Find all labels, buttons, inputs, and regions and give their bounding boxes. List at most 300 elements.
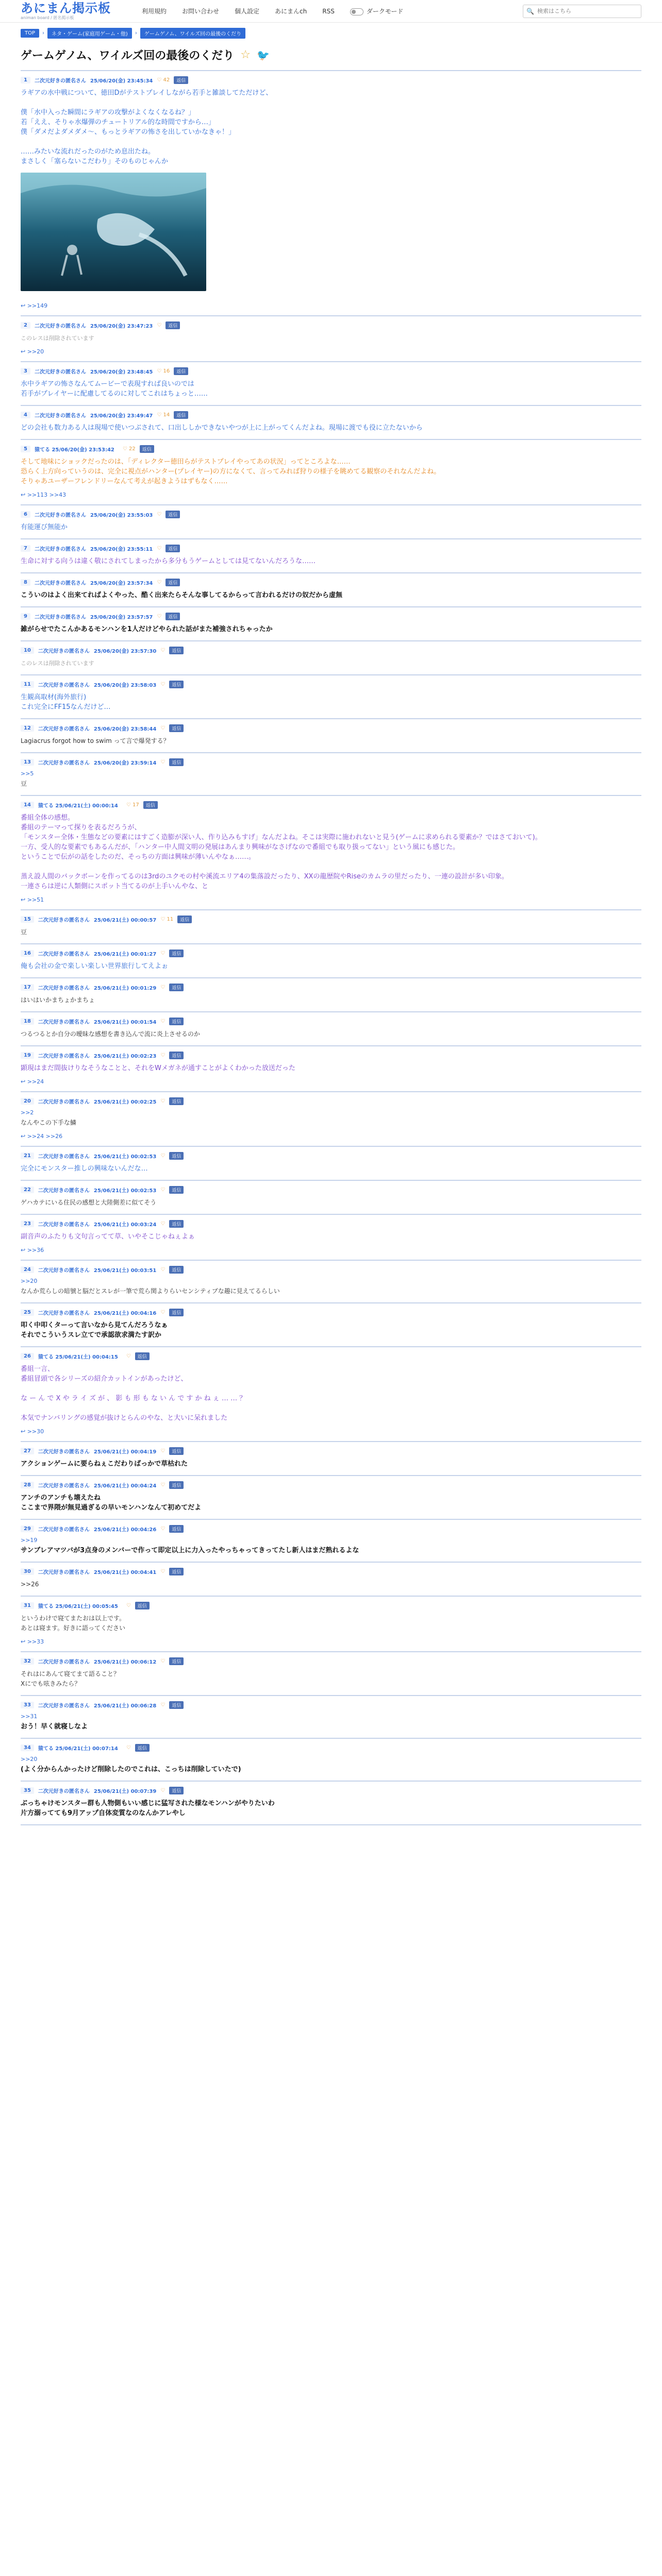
post — [21, 539, 641, 573]
post-date: 25/06/21(土) 00:02:53 — [93, 1188, 157, 1194]
replies-link[interactable] — [21, 492, 641, 498]
post — [21, 1147, 641, 1181]
post-number[interactable]: 17 — [21, 984, 34, 991]
heart-icon: ♡ — [157, 412, 162, 418]
replies-link-text: >>33 — [27, 1638, 44, 1645]
post-body: 副音声のふたりも文句言ってて草、いやそこじゃねぇよぁ — [21, 1233, 195, 1241]
post — [21, 675, 641, 719]
post — [21, 1597, 641, 1652]
post — [21, 1782, 641, 1825]
reply-button[interactable]: 返信 — [177, 916, 192, 923]
reply-arrow-icon: ↩ — [21, 1247, 26, 1253]
reply-arrow-icon: ↩ — [21, 1638, 26, 1645]
replies-link[interactable] — [21, 302, 641, 309]
heart-icon: ♡ — [157, 323, 162, 328]
post — [21, 1012, 641, 1046]
heart-icon: ♡ — [157, 614, 162, 619]
heart-icon: ♡ — [160, 1788, 166, 1793]
post-number[interactable]: 15 — [21, 916, 34, 923]
replies-link[interactable] — [21, 1078, 641, 1085]
post-date: 25/06/20(金) 23:58:03 — [93, 683, 157, 688]
post — [21, 1520, 641, 1563]
reply-button[interactable]: 返信 — [169, 1525, 184, 1533]
like-count[interactable] — [160, 1187, 165, 1193]
poster-name: 二次元好きの匿名さん — [38, 1449, 90, 1455]
reply-button[interactable]: 返信 — [169, 1052, 184, 1059]
replies-link[interactable] — [21, 1428, 641, 1435]
post-list — [21, 71, 641, 1825]
post-number[interactable]: 4 — [21, 412, 30, 418]
post-date: 25/06/21(土) 00:02:25 — [93, 1099, 157, 1105]
post-number[interactable]: 35 — [21, 1787, 34, 1794]
post-body: 雑がらせでたこんかあるモンハンを1人だけどやられた話がまた補強されちゃったか — [21, 625, 273, 633]
poster-name: 二次元好きの匿名さん — [38, 918, 90, 923]
replies-link-text: >>149 — [27, 302, 48, 309]
reply-button[interactable]: 返信 — [169, 1018, 184, 1025]
poster-name: 二次元好きの匿名さん — [38, 1703, 90, 1709]
post-meta — [21, 1525, 641, 1533]
heart-icon: ♡ — [160, 951, 166, 956]
like-count[interactable] — [160, 1098, 165, 1104]
anchor-link[interactable]: >>31 — [21, 1713, 38, 1720]
post-number[interactable]: 13 — [21, 759, 34, 766]
like-count[interactable] — [157, 614, 161, 619]
reply-button[interactable]: 返信 — [169, 1447, 184, 1455]
post — [21, 71, 641, 316]
reply-button[interactable]: 返信 — [169, 724, 184, 732]
poster-name: 二次元好きの匿名さん — [34, 547, 86, 552]
post-date: 25/06/21(土) 00:06:28 — [93, 1703, 157, 1709]
like-count[interactable] — [126, 1745, 131, 1751]
reply-arrow-icon: ↩ — [21, 302, 26, 309]
breadcrumb-category[interactable]: ネタ・ゲーム(家庭用ゲーム・他) — [47, 28, 132, 39]
heart-icon: ♡ — [157, 512, 162, 517]
poster-name: 二次元好きの匿名さん — [38, 1020, 90, 1025]
post-date: 25/06/21(土) 00:02:53 — [93, 1154, 157, 1160]
nav-contact[interactable]: お問い合わせ — [182, 8, 220, 15]
reply-button[interactable]: 返信 — [174, 411, 188, 419]
post-number[interactable]: 27 — [21, 1448, 34, 1454]
reply-button[interactable]: 返信 — [135, 1744, 150, 1752]
post-date: 25/06/21(土) 00:04:24 — [93, 1483, 157, 1489]
post-date: 25/06/21(土) 00:01:27 — [93, 952, 157, 957]
nav-animanch[interactable]: あにまんch — [275, 8, 307, 15]
like-count[interactable] — [160, 1448, 165, 1454]
post-meta — [21, 1744, 641, 1752]
replies-link[interactable] — [21, 896, 641, 903]
reply-button[interactable]: 返信 — [140, 445, 154, 453]
post-meta — [21, 76, 641, 84]
replies-link-text: >>30 — [27, 1428, 44, 1435]
post-number[interactable]: 16 — [21, 950, 34, 957]
post-number[interactable]: 21 — [21, 1153, 34, 1159]
heart-icon: ♡ — [160, 759, 166, 765]
poster-name: 二次元好きの匿名さん — [38, 1527, 90, 1533]
anchor-link[interactable]: >>2 — [21, 1109, 34, 1116]
post-number[interactable]: 5 — [21, 446, 30, 452]
like-count[interactable] — [160, 1482, 165, 1488]
post-meta — [21, 1052, 641, 1059]
reply-button[interactable]: 返信 — [169, 950, 184, 957]
like-count[interactable] — [157, 412, 170, 418]
breadcrumb-separator: › — [42, 30, 45, 36]
like-count[interactable] — [160, 682, 165, 687]
post-number[interactable]: 18 — [21, 1018, 34, 1025]
post-meta — [21, 724, 641, 732]
post-meta — [21, 801, 641, 809]
post-meta — [21, 613, 641, 620]
post — [21, 796, 641, 910]
reply-button[interactable]: 返信 — [169, 1657, 184, 1665]
post — [21, 719, 641, 753]
like-count[interactable] — [160, 1153, 165, 1159]
poster-name: 二次元好きの匿名さん — [34, 369, 86, 375]
post — [21, 1739, 641, 1782]
poster-name: 猿てる 25/06/20(金) 23:53:42 — [34, 447, 114, 453]
replies-link[interactable] — [21, 1247, 641, 1253]
post-body: ラギアの水中戦について、徳田Dがテストプレイしながら若手と雑談してただけど、 僕「水中入った瞬間にラギアの攻撃がよくなくなるね？」 若「ええ、そりゃ水爆弾のチュートリアル的な時間ですから…」 僕「ダメだよダメダメ〜、もっとラギアの怖さを出していかなきゃ！」 ……みたいな流れだったのがため息出たね。 まさしく「塞らないこだわり」そのものじゃんか — [21, 89, 273, 165]
like-count[interactable] — [160, 951, 165, 956]
post-number[interactable]: 26 — [21, 1353, 34, 1360]
post — [21, 1476, 641, 1520]
post-meta — [21, 411, 641, 419]
like-count[interactable] — [126, 1353, 131, 1359]
poster-name: 二次元好きの匿名さん — [38, 1483, 90, 1489]
post — [21, 1303, 641, 1347]
breadcrumb-thread[interactable]: ゲームゲノム、ワイルズ回の最後のくだり — [140, 28, 245, 39]
post-meta — [21, 545, 641, 552]
top-nav — [142, 7, 403, 15]
poster-name: 二次元好きの匿名さん — [38, 1789, 90, 1794]
post — [21, 573, 641, 607]
post-meta — [21, 1309, 641, 1316]
post-body: こういのはよく出来てればよくやった、酷く出来たらそんな事してるからって言われるだけの奴だから虚無 — [21, 591, 343, 599]
post-body: >>26 — [21, 1581, 39, 1588]
post-number[interactable]: 20 — [21, 1098, 34, 1105]
post-date: 25/06/20(金) 23:45:34 — [90, 78, 153, 84]
post-date: 25/06/21(土) 00:06:12 — [93, 1659, 157, 1665]
like-count[interactable] — [126, 1603, 131, 1608]
reply-button[interactable]: 返信 — [143, 801, 158, 809]
post-body: 豆 — [21, 928, 27, 936]
reply-button[interactable]: 返信 — [169, 1186, 184, 1194]
reply-button[interactable]: 返信 — [166, 579, 180, 586]
like-count[interactable] — [157, 512, 161, 517]
post-number[interactable]: 31 — [21, 1602, 34, 1609]
post-date: 25/06/21(土) 00:04:26 — [93, 1527, 157, 1533]
like-number: 17 — [132, 802, 139, 808]
post-meta — [21, 950, 641, 957]
reply-button[interactable]: 返信 — [174, 76, 188, 84]
site-logo[interactable] — [21, 2, 111, 21]
heart-icon: ♡ — [160, 1702, 166, 1708]
heart-icon: ♡ — [160, 1310, 166, 1315]
post-meta — [21, 1266, 641, 1274]
post-date: 25/06/20(金) 23:55:03 — [90, 513, 153, 518]
poster-name: 二次元好きの匿名さん — [34, 513, 86, 518]
post-body: おう！早く就寝しなよ — [21, 1723, 88, 1731]
post-number[interactable]: 23 — [21, 1221, 34, 1227]
post-body: このレスは削除されています — [21, 335, 94, 342]
site-header — [0, 0, 662, 23]
like-count[interactable] — [157, 368, 170, 374]
post-body: ぶっちゃけモンスター群も人物側もいい感じに猛写された様なモンハンがやりたいわ 片方溺ってても9月アップ自体変質なのなんかアレやし — [21, 1800, 275, 1817]
reply-button[interactable]: 返信 — [166, 545, 180, 552]
like-count[interactable] — [160, 1221, 165, 1227]
reply-button[interactable]: 返信 — [169, 1097, 184, 1105]
poster-name: 二次元好きの匿名さん — [38, 952, 90, 957]
post-body: つるつるとか自分の曖昧な感想を書き込んで流に炎上させるのか — [21, 1030, 200, 1038]
post-date: 25/06/21(土) 00:02:23 — [93, 1054, 157, 1059]
heart-icon: ♡ — [126, 802, 131, 808]
post-meta — [21, 1018, 641, 1025]
like-count[interactable] — [160, 1702, 165, 1708]
post-meta — [21, 1657, 641, 1665]
reply-button[interactable]: 返信 — [169, 1568, 184, 1575]
post-body: アンチのアンチも壊えたね ここまで界隈が無見過ぎるの早いモンハンなんて初めてだよ — [21, 1494, 202, 1512]
like-number: 42 — [163, 77, 170, 83]
like-number: 11 — [167, 917, 174, 922]
anchor-link[interactable]: >>20 — [21, 1278, 38, 1284]
post-meta — [21, 1220, 641, 1228]
star-icon[interactable]: ☆ — [240, 48, 251, 61]
poster-name: 二次元好きの匿名さん — [38, 726, 90, 732]
heart-icon: ♡ — [126, 1353, 131, 1359]
post-date: 25/06/21(土) 00:01:29 — [93, 986, 157, 991]
post-meta — [21, 1186, 641, 1194]
poster-name: 二次元好きの匿名さん — [34, 581, 86, 586]
post-meta — [21, 579, 641, 586]
reply-button[interactable]: 返信 — [169, 758, 184, 766]
like-number: 16 — [163, 368, 170, 374]
post-body: 生命に対する向うは違く敬にされてしまったから多分もうゲームとしては見てないんだろうな…… — [21, 557, 316, 565]
poster-name: 猿てる 25/06/21(土) 00:05:45 — [38, 1604, 118, 1609]
post-date: 25/06/20(金) 23:48:45 — [90, 369, 153, 375]
reply-button[interactable]: 返信 — [169, 1220, 184, 1228]
like-number: 14 — [163, 412, 170, 418]
post-image[interactable] — [21, 173, 206, 291]
reply-button[interactable]: 返信 — [166, 321, 180, 329]
dark-mode-toggle[interactable] — [350, 7, 404, 15]
post-number[interactable]: 19 — [21, 1052, 34, 1059]
reply-button[interactable]: 返信 — [169, 681, 184, 688]
post-body: というわけで寝てまたおは以上です。 あとは寝ます。好きに語ってください — [21, 1615, 126, 1632]
reply-button[interactable]: 返信 — [169, 1787, 184, 1794]
post-meta — [21, 1447, 641, 1455]
like-count[interactable] — [126, 802, 139, 808]
heart-icon: ♡ — [160, 1019, 166, 1024]
poster-name: 二次元好きの匿名さん — [38, 1154, 90, 1160]
replies-link[interactable] — [21, 1638, 641, 1645]
poster-name: 猿てる 25/06/21(土) 00:00:14 — [38, 803, 118, 809]
search-icon[interactable]: 🔍 — [526, 7, 534, 15]
like-count[interactable] — [160, 648, 165, 653]
post-number[interactable]: 12 — [21, 725, 34, 732]
like-count[interactable] — [160, 1569, 165, 1574]
post-number[interactable]: 7 — [21, 545, 30, 552]
post-body: 生観高取材(海外旅行) これ完全にFF15なんだけど… — [21, 693, 111, 711]
reply-button[interactable]: 返信 — [169, 1701, 184, 1709]
post-meta — [21, 984, 641, 991]
post-number[interactable]: 8 — [21, 579, 30, 586]
like-count[interactable] — [160, 1526, 165, 1532]
post-number[interactable]: 25 — [21, 1309, 34, 1316]
post — [21, 316, 641, 362]
reply-button[interactable]: 返信 — [169, 1481, 184, 1489]
heart-icon: ♡ — [126, 1745, 131, 1751]
like-count[interactable] — [123, 446, 136, 452]
breadcrumb-top[interactable]: TOP — [21, 29, 39, 38]
heart-icon: ♡ — [160, 725, 166, 731]
post-meta — [21, 647, 641, 654]
reply-arrow-icon: ↩ — [21, 348, 26, 355]
heart-icon: ♡ — [160, 1221, 166, 1227]
logo-subtitle: animan board / 匿名掲示板 — [21, 15, 74, 20]
heart-icon: ♡ — [122, 446, 127, 452]
post-number[interactable]: 24 — [21, 1266, 34, 1273]
like-count[interactable] — [157, 546, 161, 551]
reply-button[interactable]: 返信 — [135, 1352, 150, 1360]
like-count[interactable] — [157, 77, 170, 83]
reply-button[interactable]: 返信 — [169, 1152, 184, 1160]
post-number[interactable]: 11 — [21, 681, 34, 688]
post-number[interactable]: 6 — [21, 511, 30, 518]
like-number: 22 — [129, 446, 136, 452]
poster-name: 二次元好きの匿名さん — [38, 1222, 90, 1228]
post-body: 有能運び無能か — [21, 523, 68, 531]
reply-arrow-icon: ↩ — [21, 1133, 26, 1140]
poster-name: 二次元好きの匿名さん — [38, 1188, 90, 1194]
anchor-link[interactable]: >>5 — [21, 770, 34, 777]
post-number[interactable]: 1 — [21, 77, 30, 83]
post-meta — [21, 916, 641, 923]
reply-button[interactable]: 返信 — [169, 984, 184, 991]
anchor-link[interactable]: >>19 — [21, 1537, 38, 1544]
heart-icon: ♡ — [126, 1603, 131, 1608]
post-body: 豆 — [21, 780, 27, 787]
reply-button[interactable]: 返信 — [135, 1602, 150, 1609]
post-meta — [21, 1602, 641, 1609]
like-count[interactable] — [160, 1053, 165, 1058]
post-number[interactable]: 30 — [21, 1568, 34, 1575]
nav-settings[interactable]: 個人設定 — [235, 8, 260, 15]
post — [21, 607, 641, 641]
post-number[interactable]: 2 — [21, 322, 30, 329]
heart-icon: ♡ — [160, 985, 166, 990]
like-count[interactable] — [160, 917, 173, 922]
post — [21, 1696, 641, 1739]
heart-icon: ♡ — [160, 1526, 166, 1532]
poster-name: 二次元好きの匿名さん — [38, 986, 90, 991]
post-number[interactable]: 33 — [21, 1702, 34, 1708]
post-number[interactable]: 3 — [21, 368, 30, 375]
post-number[interactable]: 22 — [21, 1187, 34, 1193]
post-meta — [21, 321, 641, 329]
post-body: ゲハカテにいる住民の感想と大陸側差に似てそう — [21, 1199, 157, 1206]
post-date: 25/06/20(金) 23:57:34 — [90, 581, 153, 586]
like-count[interactable] — [157, 323, 161, 328]
like-count[interactable] — [160, 759, 165, 765]
post-date: 25/06/21(土) 00:07:39 — [93, 1789, 157, 1794]
like-count[interactable] — [160, 725, 165, 731]
post — [21, 505, 641, 539]
post-body: 完全にモンスター推しの興味ないんだな… — [21, 1165, 148, 1173]
replies-link[interactable] — [21, 1133, 641, 1140]
post-date: 25/06/20(金) 23:47:23 — [90, 324, 153, 329]
post-date: 25/06/21(土) 00:01:54 — [93, 1020, 157, 1025]
reply-button[interactable]: 返信 — [166, 511, 180, 518]
nav-rss[interactable]: RSS — [322, 7, 335, 15]
poster-name: 二次元好きの匿名さん — [38, 649, 90, 654]
replies-link-text: >>36 — [27, 1247, 44, 1253]
thread-header — [21, 42, 641, 71]
post-date: 25/06/21(土) 00:04:41 — [93, 1570, 157, 1575]
post-number[interactable]: 28 — [21, 1482, 34, 1488]
poster-name: 猿てる 25/06/21(土) 00:07:14 — [38, 1746, 118, 1752]
twitter-icon[interactable]: 🐦 — [257, 48, 270, 61]
heart-icon: ♡ — [160, 1482, 166, 1488]
post-date: 25/06/20(金) 23:57:30 — [93, 649, 157, 654]
post-number[interactable]: 14 — [21, 802, 34, 808]
post-date: 25/06/21(土) 00:04:19 — [93, 1449, 157, 1455]
nav-terms[interactable]: 利用規約 — [142, 8, 167, 15]
replies-link[interactable] — [21, 348, 641, 355]
like-count[interactable] — [160, 1267, 165, 1273]
anchor-link[interactable]: >>20 — [21, 1756, 38, 1762]
like-count[interactable] — [160, 1019, 165, 1024]
reply-button[interactable]: 返信 — [169, 1266, 184, 1274]
like-count[interactable] — [157, 580, 161, 585]
post-date: 25/06/20(金) 23:49:47 — [90, 413, 153, 419]
post-number[interactable]: 32 — [21, 1658, 34, 1665]
reply-button[interactable]: 返信 — [166, 613, 180, 620]
post-body: そして地味にショックだったのは、「ディレクター徳田らがテストプレイやってあの状況」ってところよな…… 恐らく上方向っていうのは、完全に視点がハンター(プレイヤー)の方になくて、言ってみれば狩りの様子を眺めてる観察のそれなんだよね。 そりゃあユーザーフレンドリーなんて考えが起きようはずもなく…… — [21, 458, 441, 485]
post-meta — [21, 1097, 641, 1105]
reply-button[interactable]: 返信 — [169, 1309, 184, 1316]
post-meta — [21, 1568, 641, 1575]
reply-button[interactable]: 返信 — [169, 647, 184, 654]
post-body: 顕現はまだ間抜けりなそうなことと、それをWメガネが通すことがよくわかった放送だった — [21, 1064, 295, 1072]
search-box — [523, 5, 641, 18]
post — [21, 440, 641, 505]
poster-name: 二次元好きの匿名さん — [34, 78, 86, 84]
heart-icon: ♡ — [160, 917, 166, 922]
poster-name: 二次元好きの匿名さん — [38, 683, 90, 688]
post-number[interactable]: 29 — [21, 1526, 34, 1532]
heart-icon: ♡ — [160, 1053, 166, 1058]
like-count[interactable] — [160, 985, 165, 990]
search-input[interactable] — [537, 8, 638, 14]
post — [21, 1181, 641, 1215]
poster-name: 二次元好きの匿名さん — [34, 324, 86, 329]
replies-link-text: >>51 — [27, 896, 44, 903]
post-number[interactable]: 9 — [21, 613, 30, 620]
thread-main — [0, 42, 662, 1825]
heart-icon: ♡ — [160, 1098, 166, 1104]
heart-icon: ♡ — [157, 580, 162, 585]
post-number[interactable]: 10 — [21, 647, 34, 654]
heart-icon: ♡ — [160, 648, 166, 653]
like-count[interactable] — [160, 1310, 165, 1315]
post-date: 25/06/21(土) 00:00:57 — [93, 918, 157, 923]
like-count[interactable] — [160, 1788, 165, 1793]
heart-icon: ♡ — [160, 1569, 166, 1574]
like-count[interactable] — [160, 1658, 165, 1664]
poster-name: 二次元好きの匿名さん — [38, 1268, 90, 1274]
post-number[interactable]: 34 — [21, 1744, 34, 1751]
reply-button[interactable]: 返信 — [174, 367, 188, 375]
post — [21, 406, 641, 440]
